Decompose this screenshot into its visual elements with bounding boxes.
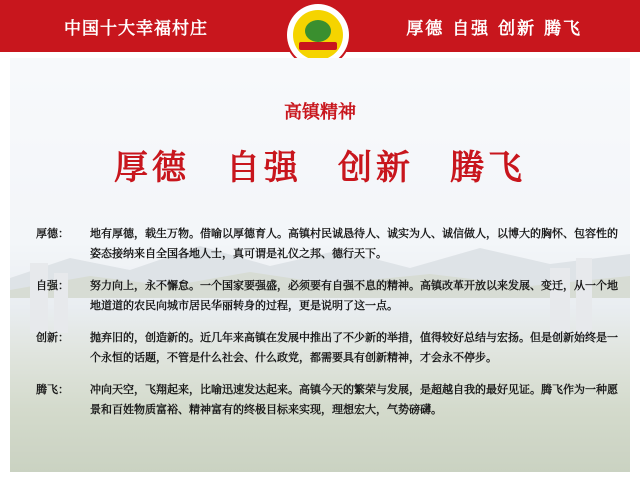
title-word: 创新	[338, 148, 414, 188]
title-word: 腾飞	[450, 148, 526, 188]
paragraph-label: 自强：	[36, 279, 69, 292]
header-title: 中国十大幸福村庄	[64, 19, 208, 39]
paragraph-tengfei	[36, 380, 618, 420]
paragraph-text: 抛弃旧的，创造新的。近几年来高镇在发展中推出了不少新的举措，值得较好总结与宏扬。但是创新始终是一个永恒的话题，不管是什么社会、什么政党，都需要具有创新精神，才会永不停步。	[90, 331, 618, 364]
paragraph-chuangxin	[36, 328, 618, 368]
paragraph-text: 努力向上，永不懈怠。一个国家要强盛，必须要有自强不息的精神。高镇改革开放以来发展、变迁，从一个地地道道的农民向城市居民华丽转身的过程，更是说明了这一点。	[90, 279, 618, 312]
paragraph-ziqiang	[36, 276, 618, 316]
header-slogan: 厚德 自强 创新 腾飞	[406, 19, 582, 39]
paragraph-houde	[36, 224, 618, 264]
paragraph-text: 地有厚德，载生万物。借喻以厚德育人。高镇村民诚恳待人、诚实为人、诚信做人，以博大的胸怀、包容性的姿态接纳来自全国各地人士，真可谓是礼仪之邦、德行天下。	[90, 227, 618, 260]
content-panel	[10, 58, 630, 472]
spirit-subtitle: 高镇精神	[284, 102, 356, 123]
spirit-title	[10, 140, 630, 189]
village-emblem-icon	[287, 4, 349, 66]
emblem-center	[305, 20, 331, 42]
paragraph-label: 厚德：	[36, 227, 69, 240]
paragraph-label: 创新：	[36, 331, 69, 344]
paragraph-text: 冲向天空，飞翔起来，比喻迅速发达起来。高镇今天的繁荣与发展，是超越自我的最好见证。腾飞作为一种愿景和百姓物质富裕、精神富有的终极目标来实现，理想宏大，气势磅礴。	[90, 383, 618, 416]
emblem-ring	[293, 10, 343, 60]
paragraph-label: 腾飞：	[36, 383, 69, 396]
emblem-band	[299, 42, 337, 50]
title-word: 自强	[226, 148, 302, 188]
title-word: 厚德	[114, 148, 190, 188]
